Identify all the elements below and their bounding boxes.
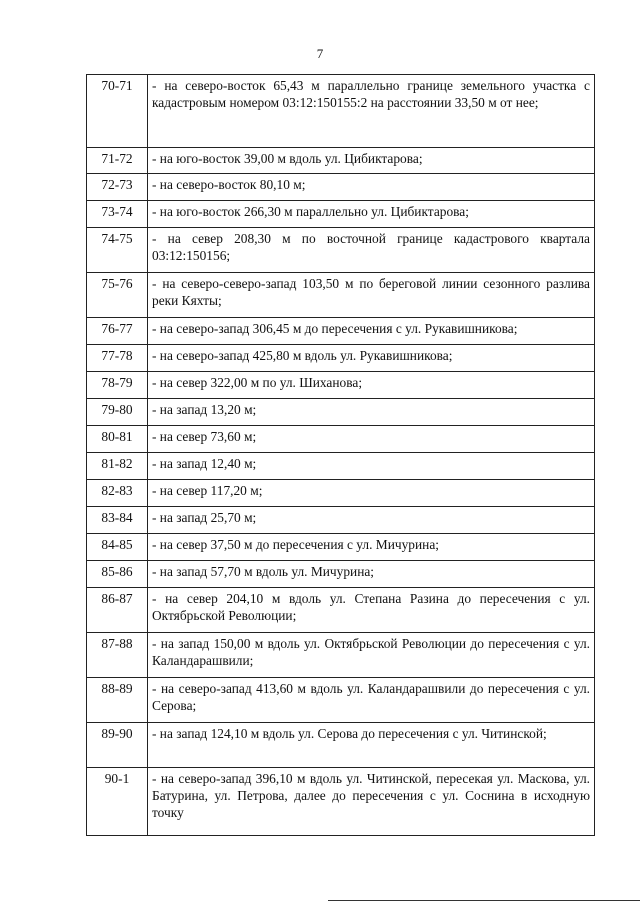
segment-cell: 72-73: [87, 174, 148, 201]
table-row: [87, 318, 595, 345]
description-cell: - на северо-восток 80,10 м;: [148, 174, 595, 201]
segment-cell: 77-78: [87, 345, 148, 372]
segment-cell: 84-85: [87, 534, 148, 561]
table-row: [87, 148, 595, 174]
segment-cell: 78-79: [87, 372, 148, 399]
description-cell: - на запад 25,70 м;: [148, 507, 595, 534]
bottom-border-line: [328, 900, 640, 901]
description-cell: - на запад 124,10 м вдоль ул. Серова до пересечения с ул. Читинской;: [148, 723, 595, 768]
table-row: [87, 372, 595, 399]
segment-cell: 79-80: [87, 399, 148, 426]
description-cell: - на северо-запад 425,80 м вдоль ул. Рукавишникова;: [148, 345, 595, 372]
description-cell: - на север 117,20 м;: [148, 480, 595, 507]
table-row: [87, 561, 595, 588]
description-cell: - на северо-запад 306,45 м до пересечения с ул. Рукавишникова;: [148, 318, 595, 345]
description-cell: - на юго-восток 266,30 м параллельно ул. Цибиктарова;: [148, 201, 595, 228]
table-row: [87, 426, 595, 453]
table-row: [87, 174, 595, 201]
description-cell: - на север 37,50 м до пересечения с ул. Мичурина;: [148, 534, 595, 561]
table-row: [87, 633, 595, 678]
segment-cell: 88-89: [87, 678, 148, 723]
table-row: [87, 399, 595, 426]
table-row: [87, 345, 595, 372]
description-cell: - на юго-восток 39,00 м вдоль ул. Цибиктарова;: [148, 148, 595, 174]
description-cell: - на северо-запад 396,10 м вдоль ул. Читинской, пересекая ул. Маскова, ул. Батурина, ул. Петрова, далее до пересечения с ул. Соснина в исходную точку: [148, 768, 595, 836]
segment-cell: 82-83: [87, 480, 148, 507]
description-cell: - на север 73,60 м;: [148, 426, 595, 453]
boundary-description-table: [86, 74, 595, 836]
description-cell: - на запад 13,20 м;: [148, 399, 595, 426]
table-row: [87, 678, 595, 723]
segment-cell: 70-71: [87, 75, 148, 148]
segment-cell: 71-72: [87, 148, 148, 174]
table-row: [87, 201, 595, 228]
description-cell: - на северо-восток 65,43 м параллельно границе земельного участка с кадастровым номером 03:12:150155:2 на расстоянии 33,50 м от нее;: [148, 75, 595, 148]
segment-cell: 85-86: [87, 561, 148, 588]
table-row: [87, 228, 595, 273]
segment-cell: 83-84: [87, 507, 148, 534]
table-row: [87, 768, 595, 836]
description-cell: - на запад 57,70 м вдоль ул. Мичурина;: [148, 561, 595, 588]
segment-cell: 76-77: [87, 318, 148, 345]
segment-cell: 74-75: [87, 228, 148, 273]
table-row: [87, 273, 595, 318]
table-row: [87, 75, 595, 148]
description-cell: - на север 204,10 м вдоль ул. Степана Разина до пересечения с ул. Октябрьской Революции;: [148, 588, 595, 633]
segment-cell: 73-74: [87, 201, 148, 228]
segment-cell: 89-90: [87, 723, 148, 768]
table-row: [87, 453, 595, 480]
description-cell: - на северо-северо-запад 103,50 м по береговой линии сезонного разлива реки Кяхты;: [148, 273, 595, 318]
segment-cell: 87-88: [87, 633, 148, 678]
segment-cell: 86-87: [87, 588, 148, 633]
segment-cell: 90-1: [87, 768, 148, 836]
segment-cell: 81-82: [87, 453, 148, 480]
table-row: [87, 588, 595, 633]
segment-cell: 75-76: [87, 273, 148, 318]
segment-cell: 80-81: [87, 426, 148, 453]
description-cell: - на запад 12,40 м;: [148, 453, 595, 480]
table-row: [87, 507, 595, 534]
table-row: [87, 480, 595, 507]
description-cell: - на северо-запад 413,60 м вдоль ул. Каландарашвили до пересечения с ул. Серова;: [148, 678, 595, 723]
page-number: 7: [316, 46, 324, 61]
description-cell: - на запад 150,00 м вдоль ул. Октябрьской Революции до пересечения с ул. Каландарашвили;: [148, 633, 595, 678]
table-row: [87, 723, 595, 768]
description-cell: - на север 208,30 м по восточной границе кадастрового квартала 03:12:150156;: [148, 228, 595, 273]
description-cell: - на север 322,00 м по ул. Шиханова;: [148, 372, 595, 399]
table-row: [87, 534, 595, 561]
